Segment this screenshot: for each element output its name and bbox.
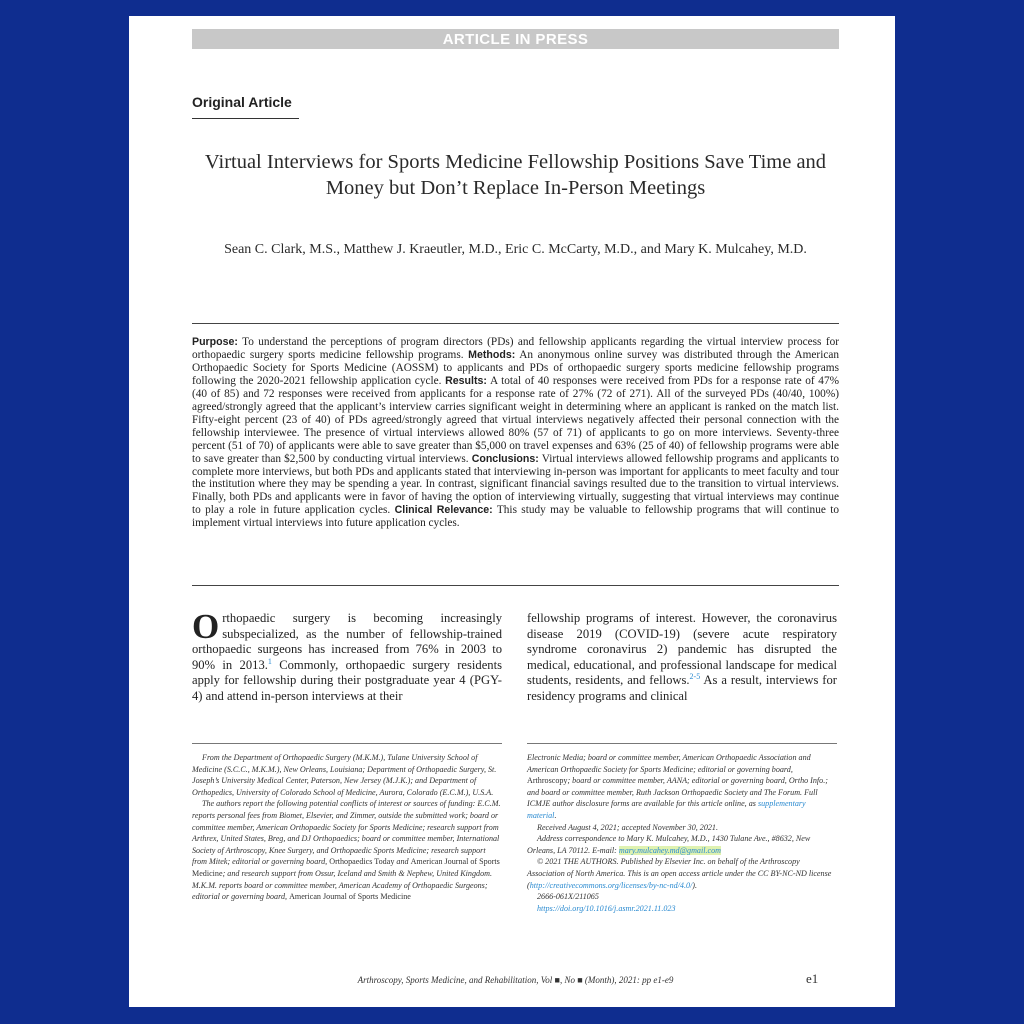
correspondence-note <box>527 833 837 856</box>
article-type-rule <box>192 118 299 119</box>
footnote-rule-right <box>527 743 837 744</box>
disclosure-text: Electronic Media; board or committee member, American Orthopaedic Association and American Orthopaedic Society for Sports Medicine; editorial or governing board, <box>527 753 811 774</box>
journal-citation: Arthroscopy, Sports Medicine, and Rehabilitation, Vol ■, No ■ (Month), 2021: pp e1-e9 <box>357 975 674 985</box>
journal-name: Arthroscopy <box>527 776 568 786</box>
reference-link[interactable]: 1 <box>267 656 272 666</box>
body-column-left <box>192 607 502 705</box>
results-label: Results: <box>445 374 487 387</box>
disclosure-text: ; and research support from Ossur, Iceland and Smith & Nephew, United Kingdom. M.K.M. reports board or committee member, American Academy of Orthopaedic Surgeons; editorial or governing board, <box>192 868 492 902</box>
page-number: e1 <box>806 971 819 986</box>
doi-link[interactable]: https://doi.org/10.1016/j.asmr.2021.11.023 <box>537 903 676 913</box>
body-text-right-a: fellowship programs of interest. However, the coronavirus disease 2019 (COVID-19) (severe acute respiratory syndrome coronavirus 2) pandemic has disrupted the medical, educational, and professional landscape for medical students, residents, and fellows. <box>527 611 837 688</box>
journal-name: Orthopaedics Today <box>329 857 395 867</box>
copyright-text: © 2021 THE AUTHORS. Published by Elsevier Inc. on behalf of the Arthroscopy Association of North America. This is an open access article under the CC BY-NC-ND license ( <box>527 857 832 890</box>
copyright-end: ). <box>692 880 698 890</box>
abstract-top-rule <box>192 323 839 324</box>
body-text-left-a: rthopaedic surgery is becoming increasingly subspecialized, as the number of fellowship-trained orthopaedic surgeons has increased from 76% in 2003 to 90% in 2013. <box>192 611 502 672</box>
disclosure-note <box>192 798 502 902</box>
purpose-text: To understand the perceptions of program directors (PDs) and fellowship applicants regarding the virtual interview process for orthopaedic surgery sports medicine fellowship programs. <box>192 336 840 361</box>
affiliation-note: From the Department of Orthopaedic Surgery (M.K.M.), Tulane University School of Medicine (S.C.C., M.K.M.), New Orleans, Louisiana; Department of Orthopaedic Surgery, St. Joseph’s University Medical Center, Paterson, New Jersey (M.J.K.); and Department of Orthopedics, University of Colorado School of Medicine, Aurora, Colorado (E.C.M.), U.S.A. <box>192 753 497 797</box>
article-in-press-banner: ARTICLE IN PRESS <box>192 29 839 49</box>
conjunction: and <box>396 857 409 867</box>
body-text-left-b: Commonly, orthopaedic surgery residents apply for fellowship during their postgraduate year 4 (PGY-4) and attend in-person interviews at their <box>192 657 502 703</box>
article-title: Virtual Interviews for Sports Medicine Fellowship Positions Save Time and Money but Don’t Replace In-Person Meetings <box>204 151 827 199</box>
methods-label: Methods: <box>468 348 516 361</box>
footnote-rule-left <box>192 743 502 744</box>
purpose-label: Purpose: <box>192 336 238 348</box>
article-type-label: Original Article <box>192 94 292 110</box>
disclosure-text: ; board or committee member, AANA; editorial or governing board, Ortho Info.; and board or committee member, Ruth Jackson Orthopaedic Society and The Forum. Full ICMJE author disclosure forms are available for this article online, as <box>527 776 828 809</box>
article-page <box>129 16 895 1007</box>
author-list: Sean C. Clark, M.S., Matthew J. Kraeutler, M.D., Eric C. McCarty, M.D., and Mary K. Mulcahey, M.D. <box>224 242 807 257</box>
methods-text: An anonymous online survey was distributed through the American Orthopaedic Society for Sports Medicine (AOSSM) to applicants and PDs of orthopaedic surgery sports medicine fellowship programs following the 2020-2021 fellowship application cycle. <box>192 348 840 387</box>
supplementary-material-link[interactable]: supplementary material <box>527 799 806 820</box>
footnotes-left <box>192 752 502 903</box>
abstract-bottom-rule <box>192 585 839 586</box>
abstract <box>192 336 839 530</box>
clinical-relevance-label: Clinical Relevance: <box>394 504 493 517</box>
conclusions-label: Conclusions: <box>471 452 539 465</box>
email-link[interactable]: mary.mulcahey.md@gmail.com <box>618 845 721 855</box>
copyright-note <box>527 856 837 891</box>
journal-name: American Journal of Sports Medicine <box>289 892 411 902</box>
body-text-right-b: As a result, interviews for residency programs and clinical <box>527 673 837 703</box>
drop-cap: O <box>192 607 220 646</box>
journal-name: American Journal of Sports Medicine <box>192 857 500 878</box>
results-text: A total of 40 responses were received from PDs for a response rate of 47% (40 of 85) and 72 responses were received from applicants for a response rate of 27% (72 of 271). All of the surveyed PDs (40/40, 100%) agreed/strongly agreed that the applicant’s interview carries significant weight in determining where an applicant is ranked on the match list. Fifty-eight percent (23 of 40) of PDs agreed/strongly agreed that virtual interviews negatively affected their personal connection with the fellowship interviewee. The presence of virtual interviews allowed 80% (57 of 71) of applicants to go on more interviews. Seventy-three percent (51 of 70) of applicants were able to save greater than $5,000 on travel expenses and 63% (25 of 40) of fellowship programs were able to save greater than $2,500 by conducting virtual interviews. <box>192 374 840 465</box>
disclosure-continued: Electronic Media; board or committee member, American Orthopaedic Association and American Orthopaedic Society for Sports Medicine; editorial or governing board, Arthroscopy; board or committee member, AANA; editorial or governing board, Ortho Info.; and board or committee member, Ruth Jackson Orthopaedic Society and The Forum. Full ICMJE author disclosure forms are available for this article online, as supplementary material. <box>527 753 828 820</box>
issn: 2666-061X/211065 <box>537 892 599 902</box>
reference-link[interactable]: 2-5 <box>689 672 701 682</box>
clinical-relevance-text: This study may be valuable to fellowship programs that will continue to implement virtual interviews into future application cycles. <box>192 504 839 530</box>
received-date: Received August 4, 2021; accepted November 30, 2021. <box>537 822 719 832</box>
disclosure-text: The authors report the following potential conflicts of interest or sources of funding: E.C.M. reports personal fees from Biomet, Elsevier, and Zimmer, outside the submitted work; board or committee member, American Orthopaedic Society for Sports Medicine; research support from Arthrex, United States, Breg, and DJ Orthopaedics; board or committee member, International Society of Arthroscopy, Knee Surgery, and Orthopaedic Sports Medicine; research support from Mitek; editorial or governing board, <box>192 799 501 867</box>
footnotes-right <box>527 752 837 914</box>
body-column-right <box>527 611 837 705</box>
address-text: Address correspondence to Mary K. Mulcahey, M.D., 1430 Tulane Ave., #8632, New Orleans, LA 70112. E-mail: <box>527 834 811 855</box>
license-link[interactable]: http://creativecommons.org/licenses/by-nc-nd/4.0/ <box>529 880 693 890</box>
conclusions-text: Virtual interviews allowed fellowship programs and applicants to complete more interviews, but both PDs and applicants stated that interviewing in-person was important for applicants to meet faculty and tour the institution where they may be spending a year. In contrast, significant financial savings resulted due to the transition to virtual interviews. Finally, both PDs and applicants were in favor of having the option of interviewing virtually, suggesting that virtual interviews may continue to play a role in future application cycles. <box>192 452 839 517</box>
